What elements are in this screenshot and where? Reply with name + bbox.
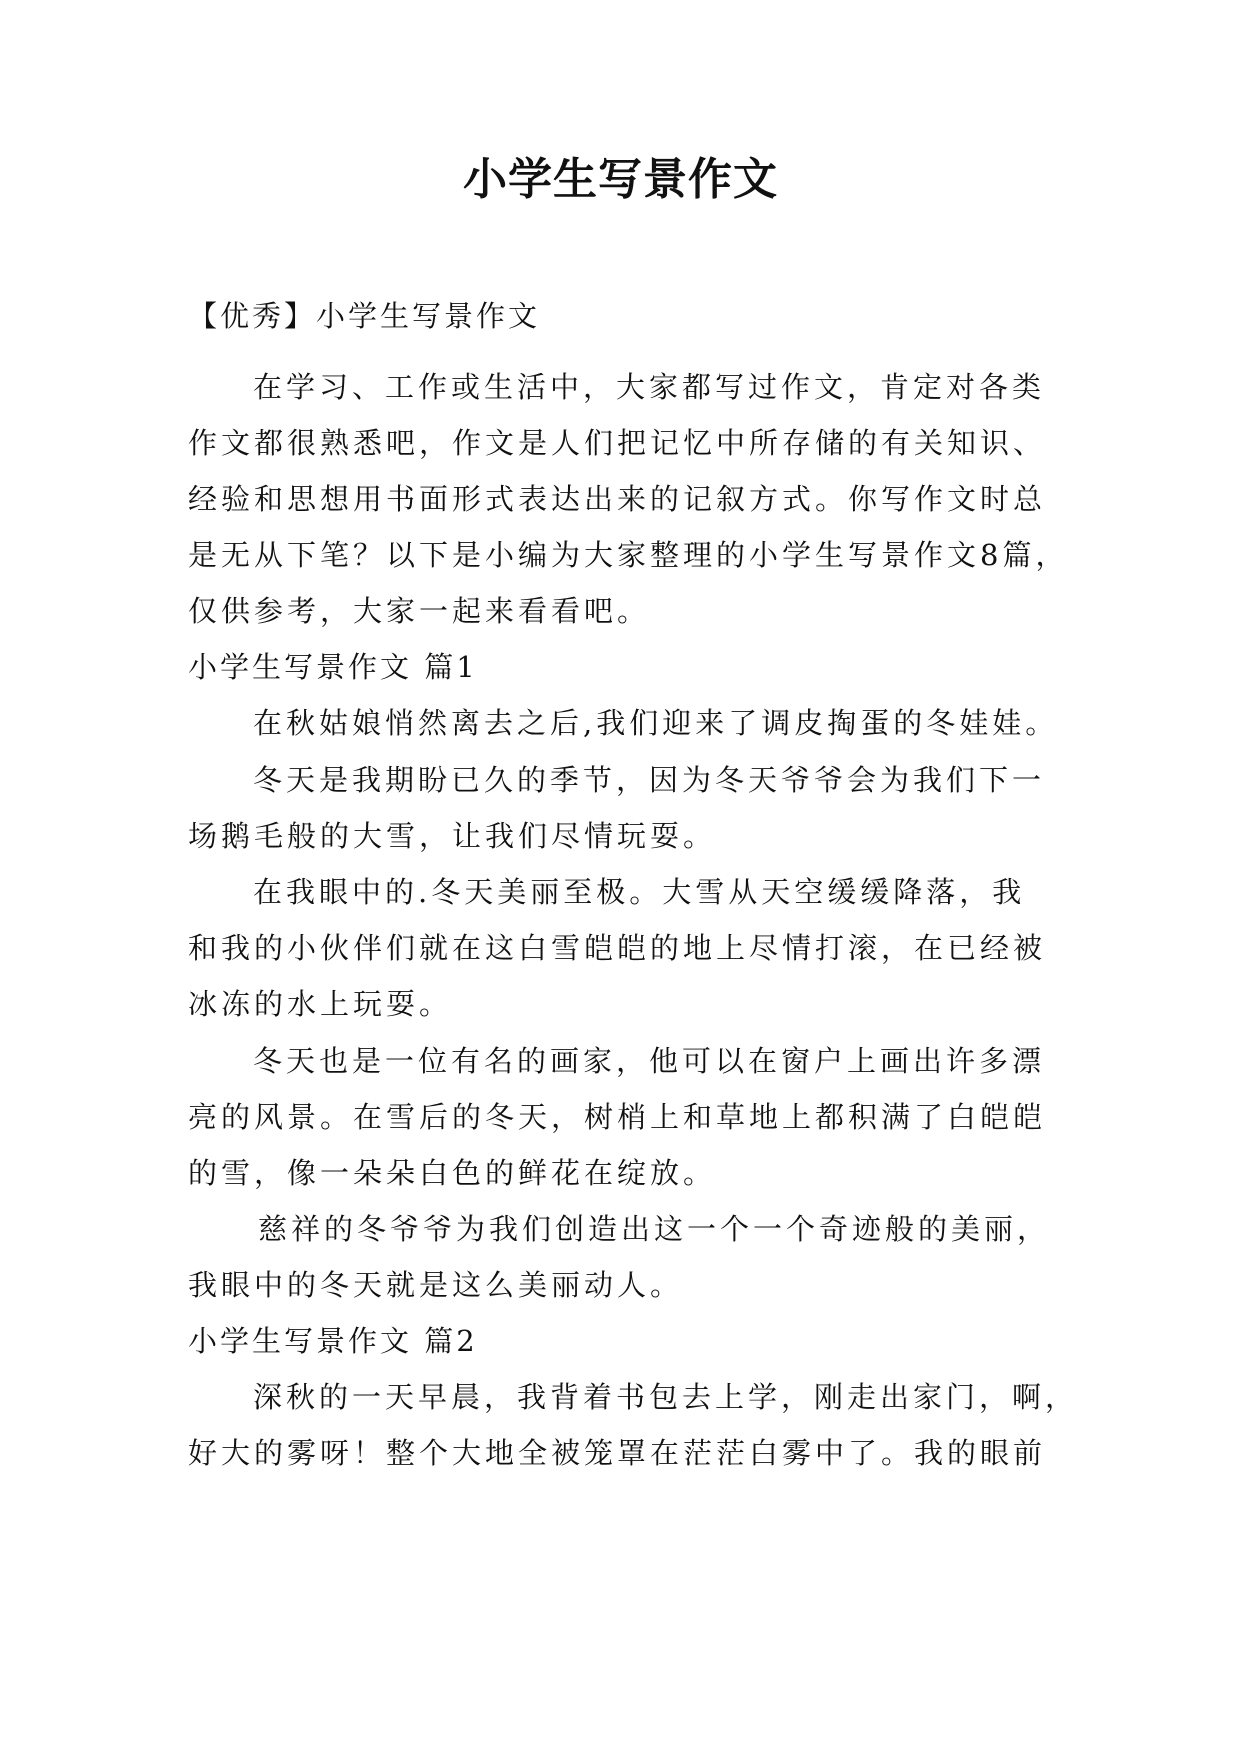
paragraph-line: 经验和思想用书面形式表达出来的记叙方式。你写作文时总: [188, 482, 1047, 516]
paragraph-line: 冬天是我期盼已久的季节，因为冬天爷爷会为我们下一: [253, 763, 1046, 797]
paragraph-line: 慈祥的冬爷爷为我们创造出这一个一个奇迹般的美丽，: [258, 1212, 1051, 1246]
paragraph-line: 仅供参考，大家一起来看看吧。: [188, 594, 651, 628]
paragraph-line: 的雪，像一朵朵白色的鲜花在绽放。: [188, 1156, 717, 1190]
paragraph-line: 冬天也是一位有名的画家，他可以在窗户上画出许多漂: [253, 1044, 1046, 1078]
paragraph-line: 在学习、工作或生活中，大家都写过作文，肯定对各类: [253, 370, 1046, 404]
paragraph-line: 深秋的一天早晨，我背着书包去上学，刚走出家门，啊，: [253, 1380, 1079, 1414]
paragraph-line: 是无从下笔？以下是小编为大家整理的小学生写景作文8篇，: [188, 538, 1069, 572]
paragraph-line: 冰冻的水上玩耍。: [188, 987, 453, 1021]
document-subtitle: 【优秀】小学生写景作文: [188, 299, 541, 333]
paragraph-line: 在我眼中的.冬天美丽至极。大雪从天空缓缓降落，我: [253, 875, 1026, 909]
section-heading: 小学生写景作文 篇2: [188, 1324, 478, 1358]
paragraph-line: 场鹅毛般的大雪，让我们尽情玩耍。: [188, 819, 717, 853]
paragraph-line: 作文都很熟悉吧，作文是人们把记忆中所存储的有关知识、: [188, 426, 1047, 460]
section-heading: 小学生写景作文 篇1: [188, 650, 478, 684]
paragraph-line: 亮的风景。在雪后的冬天，树梢上和草地上都积满了白皑皑: [188, 1100, 1047, 1134]
paragraph-line: 和我的小伙伴们就在这白雪皑皑的地上尽情打滚，在已经被: [188, 931, 1047, 965]
paragraph-line: 我眼中的冬天就是这么美丽动人。: [188, 1268, 684, 1302]
paragraph-line: 在秋姑娘悄然离去之后,我们迎来了调皮掏蛋的冬娃娃。: [253, 706, 1059, 740]
paragraph-line: 好大的雾呀！整个大地全被笼罩在茫茫白雾中了。我的眼前: [188, 1436, 1047, 1470]
page-title: 小学生写景作文: [463, 154, 778, 205]
